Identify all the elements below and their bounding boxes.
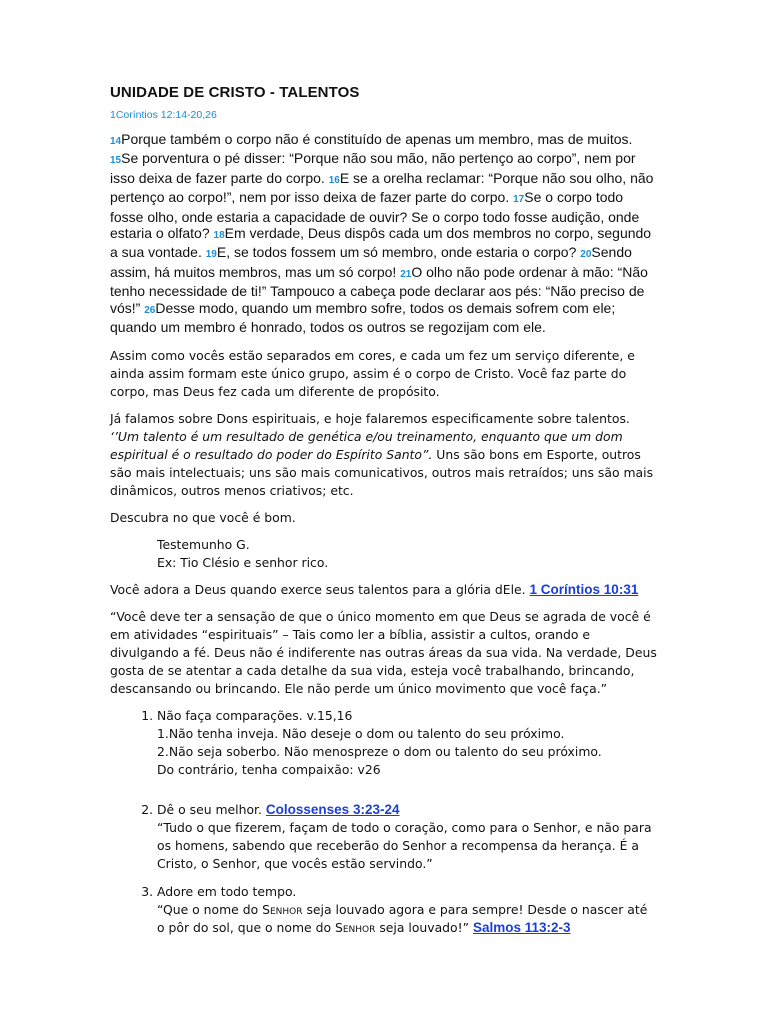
verse-number: 21 [400, 268, 412, 280]
verse-text: Porque também o corpo não é constituído de apenas um membro, mas de muitos. [121, 131, 633, 147]
list-item-worship [157, 883, 658, 937]
list-item-best [157, 801, 658, 873]
verse-number: 14 [110, 136, 122, 147]
link-psalms-113-2-3[interactable]: Salmos 113:2-3 [472, 920, 571, 936]
testimony-block [157, 536, 658, 572]
verse-number: 16 [328, 174, 340, 186]
verse-text: Sendo assim, há muitos membros, mas um só corpo! [110, 244, 632, 280]
verse-number: 26 [144, 304, 156, 316]
paragraph-discover: Descubra no que você é bom. [110, 510, 296, 526]
verse-number: 15 [110, 155, 122, 167]
quote-lord: Senhor [262, 902, 303, 918]
verse-text: E, se todos fossem um só membro, onde estaria o corpo? [216, 244, 581, 261]
block-quote: “Você deve ter a sensação de que o único momento em que Deus se agrada de você é em atividades “espirituais” – Tais como ler a bíblia, assistir a cultos, orando e divulgando a fé. Deus não é indiferente nas outras áreas da sua vida. Na verdade, Deus gosta de se atentar a cada detalhe da sua vida, esteja você trabalhando, brincando, descansando ou brincando. Ele não perde um único movimento que você faça.” [110, 609, 657, 697]
verse-text: Desse modo, quando um membro sofre, todos os demais sofrem com ele; quando um membro é honrado, todos os outros se regozijam com ele. [110, 299, 616, 336]
quote-part: seja louvado agora e para sempre! Desde o nascer até o pôr do sol, que o nome do [157, 902, 648, 936]
verse-number: 20 [580, 249, 592, 261]
verse-number: 18 [213, 230, 225, 242]
list-item-title: Dê o seu melhor. [157, 802, 266, 818]
paragraph-colors: Assim como vocês estão separados em cores, e cada um fez um serviço diferente, e ainda assim formam este único grupo, assim é o corpo de Cristo. Você faz parte do corpo, mas Deus fez cada um diferente de propósito. [110, 348, 635, 400]
list-item-compare [157, 707, 658, 791]
verse-passage [110, 131, 658, 335]
link-1-corinthians-10-31[interactable]: 1 Coríntios 10:31 [529, 582, 639, 598]
document-body [110, 347, 658, 937]
verse-text: Se porventura o pé disser: “Porque não sou mão, não pertenço ao corpo”, nem por isso deixa de fazer parte do corpo. [110, 150, 636, 186]
paragraph-talents [110, 410, 658, 500]
verse-number: 17 [513, 194, 525, 206]
link-colossians-3-23-24[interactable]: Colossenses 3:23-24 [265, 802, 400, 818]
verse-text: O olho não pode ordenar à mão: “Não tenho necessidade de ti!” Tampouco a cabeça pode declarar aos pés: “Não preciso de vós!” [110, 263, 648, 316]
page-title: UNIDADE DE CRISTO - TALENTOS [110, 84, 360, 101]
quote-lord: Senhor [335, 920, 376, 936]
list-item-title: Adore em todo tempo. [157, 884, 297, 900]
verse-number: 19 [205, 249, 217, 261]
testimony-title: Testemunho G. [157, 537, 250, 553]
testimony-example: Ex: Tio Clésio e senhor rico. [157, 555, 329, 571]
talents-examples: Uns são bons em Esporte, outros são mais intelectuais; uns são mais comunicativos, outros mais retraídos; uns são mais dinâmicos, outros menos criativos; etc. [110, 447, 654, 499]
list-item-title: Não faça comparações. v.15,16 [157, 708, 353, 724]
bible-reference: 1Coríntios 12:14-20,26 [110, 109, 217, 121]
talent-definition-quote: ‘’Um talento é um resultado de genética e/ou treinamento, enquanto que um dom espiritual é o resultado do poder do Espírito Santo”. [110, 429, 623, 463]
list-subitem: Do contrário, tenha compaixão: v26 [157, 762, 381, 778]
numbered-list [110, 707, 658, 937]
verse-text: E se a orelha reclamar: “Porque não sou olho, não pertenço ao corpo!”, nem por isso deixa de fazer parte do corpo. [110, 169, 654, 206]
talents-intro: Já falamos sobre Dons espirituais, e hoje falaremos especificamente sobre talentos. [110, 411, 630, 427]
document-page [110, 84, 658, 947]
quote-part: seja louvado!” [375, 920, 473, 936]
list-item-quote: “Tudo o que fizerem, façam de todo o coração, como para o Senhor, e não para os homens, sabendo que receberão do Senhor a recompensa da herança. É a Cristo, o Senhor, que vocês estão servindo.” [157, 820, 652, 872]
verse-text: Se o corpo todo fosse olho, onde estaria a capacidade de ouvir? Se o corpo todo fosse audição, onde estaria o olfato? [110, 189, 640, 242]
list-subitem: 1.Não tenha inveja. Não deseje o dom ou talento do seu próximo. [157, 726, 565, 742]
worship-text: Você adora a Deus quando exerce seus talentos para a glória dEle. [110, 582, 530, 598]
quote-part: “Que o nome do [157, 902, 263, 918]
list-subitem: 2.Não seja soberbo. Não menospreze o dom ou talento do seu próximo. [157, 744, 602, 760]
paragraph-worship [110, 581, 658, 599]
verse-text: Em verdade, Deus dispôs cada um dos membros no corpo, segundo a sua vontade. [110, 225, 652, 261]
